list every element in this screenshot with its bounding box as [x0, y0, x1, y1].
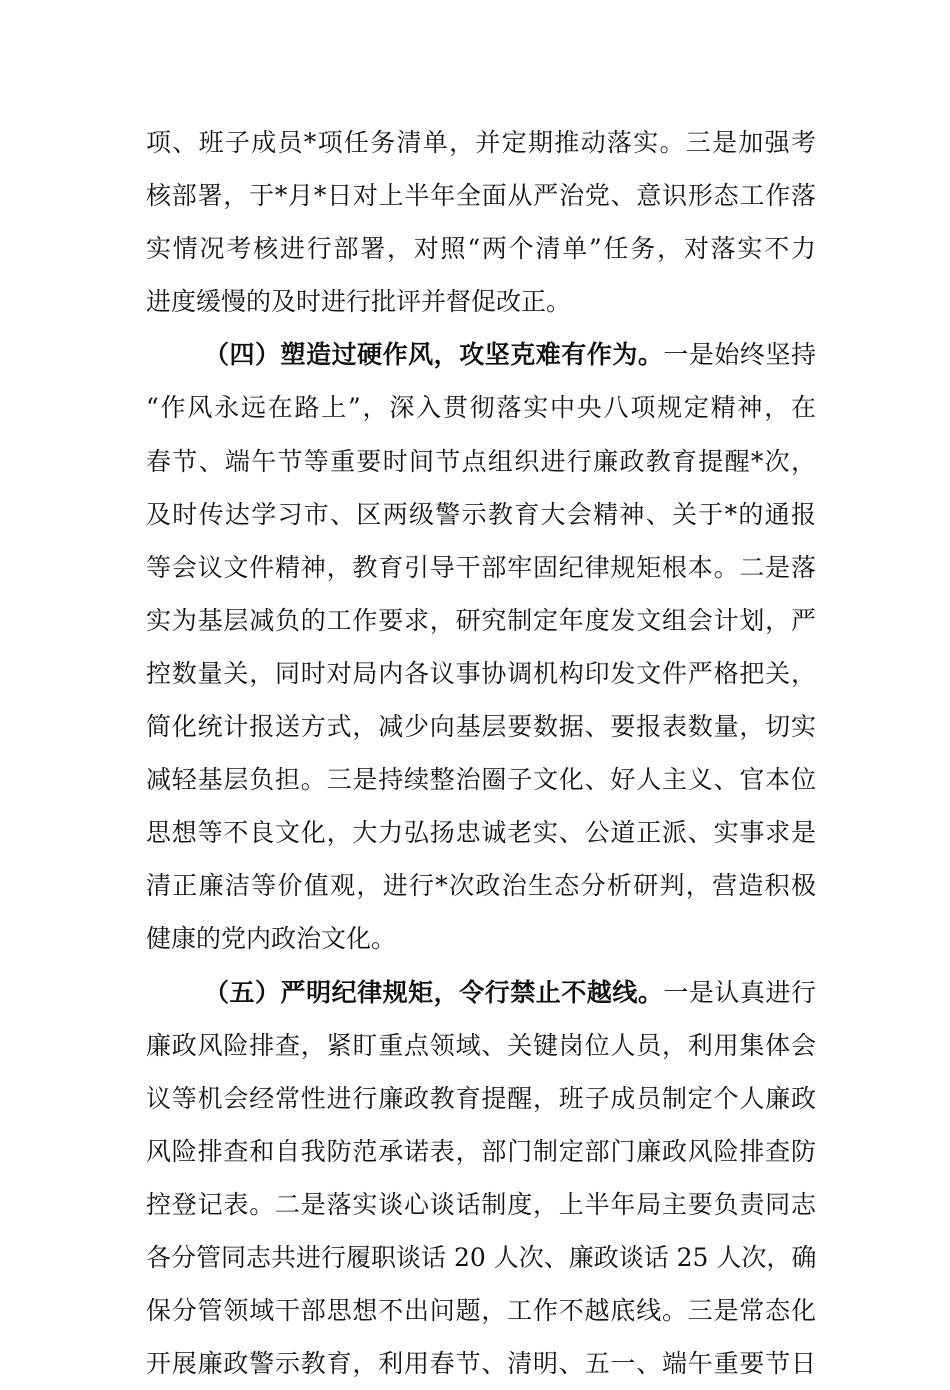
text-line: [146, 1337, 816, 1390]
document-body: [146, 116, 816, 1390]
text-run: 实为基层减负的工作要求，研究制定年度发文组会计划，严: [146, 605, 816, 635]
text-run: 清正廉洁等价值观，进行*次政治生态分析研判，营造积极: [146, 871, 816, 901]
text-line: [146, 381, 816, 434]
text-line: [146, 700, 816, 753]
section-heading-line: [146, 966, 816, 1019]
text-run: 一是始终坚持: [663, 340, 816, 370]
section-heading: （四）塑造过硬作风，攻坚克难有作为。: [204, 340, 664, 370]
text-run: 实情况考核进行部署，对照“两个清单”任务，对落实不力: [146, 234, 816, 264]
text-run: “作风永远在路上”，深入贯彻落实中央八项规定精神，在: [146, 393, 816, 423]
text-line: [146, 859, 816, 912]
text-line: [146, 647, 816, 700]
text-run: 及时传达学习市、区两级警示教育大会精神、关于*的通报: [146, 499, 816, 529]
text-run: 各分管同志共进行履职谈话 20 人次、廉政谈话 25 人次，确: [146, 1242, 817, 1272]
text-run: 保分管领域干部思想不出问题，工作不越底线。三是常态化: [146, 1296, 816, 1326]
text-line: [146, 116, 816, 169]
text-run: 思想等不良文化，大力弘扬忠诚老实、公道正派、实事求是: [146, 818, 816, 848]
text-run: 进度缓慢的及时进行批评并督促改正。: [146, 287, 572, 317]
text-line: [146, 541, 816, 594]
text-line: [146, 1284, 816, 1337]
section-heading: （五）严明纪律规矩，令行禁止不越线。: [204, 977, 664, 1007]
section-heading-line: [146, 328, 816, 381]
text-run: 控登记表。二是落实谈心谈话制度，上半年局主要负责同志: [146, 1189, 816, 1219]
text-run: 春节、端午节等重要时间节点组织进行廉政教育提醒*次，: [146, 446, 816, 476]
text-run: 开展廉政警示教育，利用春节、清明、五一、端午重要节日: [146, 1349, 816, 1379]
text-line: [146, 222, 816, 275]
text-run: 风险排查和自我防范承诺表，部门制定部门廉政风险排查防: [146, 1136, 816, 1166]
text-line: [146, 1178, 816, 1231]
text-run: 廉政风险排查，紧盯重点领域、关键岗位人员，利用集体会: [146, 1030, 816, 1060]
text-line: [146, 1072, 816, 1125]
text-run: 核部署，于*月*日对上半年全面从严治党、意识形态工作落: [146, 181, 816, 211]
text-line: [146, 912, 816, 965]
text-line: [146, 753, 816, 806]
text-run: 等会议文件精神，教育引导干部牢固纪律规矩根本。二是落: [146, 552, 816, 582]
text-line: [146, 1231, 816, 1284]
text-run: 减轻基层负担。三是持续整治圈子文化、好人主义、官本位: [146, 765, 816, 795]
text-line: [146, 594, 816, 647]
text-run: 项、班子成员*项任务清单，并定期推动落实。三是加强考: [146, 128, 816, 157]
text-line: [146, 1125, 816, 1178]
text-line: [146, 488, 816, 541]
text-line: [146, 435, 816, 488]
text-run: 简化统计报送方式，减少向基层要数据、要报表数量，切实: [146, 712, 816, 742]
text-run: 控数量关，同时对局内各议事协调机构印发文件严格把关，: [146, 658, 816, 688]
text-run: 议等机会经常性进行廉政教育提醒，班子成员制定个人廉政: [146, 1083, 816, 1113]
text-run: 一是认真进行: [663, 977, 816, 1007]
text-run: 健康的党内政治文化。: [146, 924, 397, 954]
text-line: [146, 1019, 816, 1072]
text-line: [146, 275, 816, 328]
text-line: [146, 806, 816, 859]
text-line: [146, 169, 816, 222]
